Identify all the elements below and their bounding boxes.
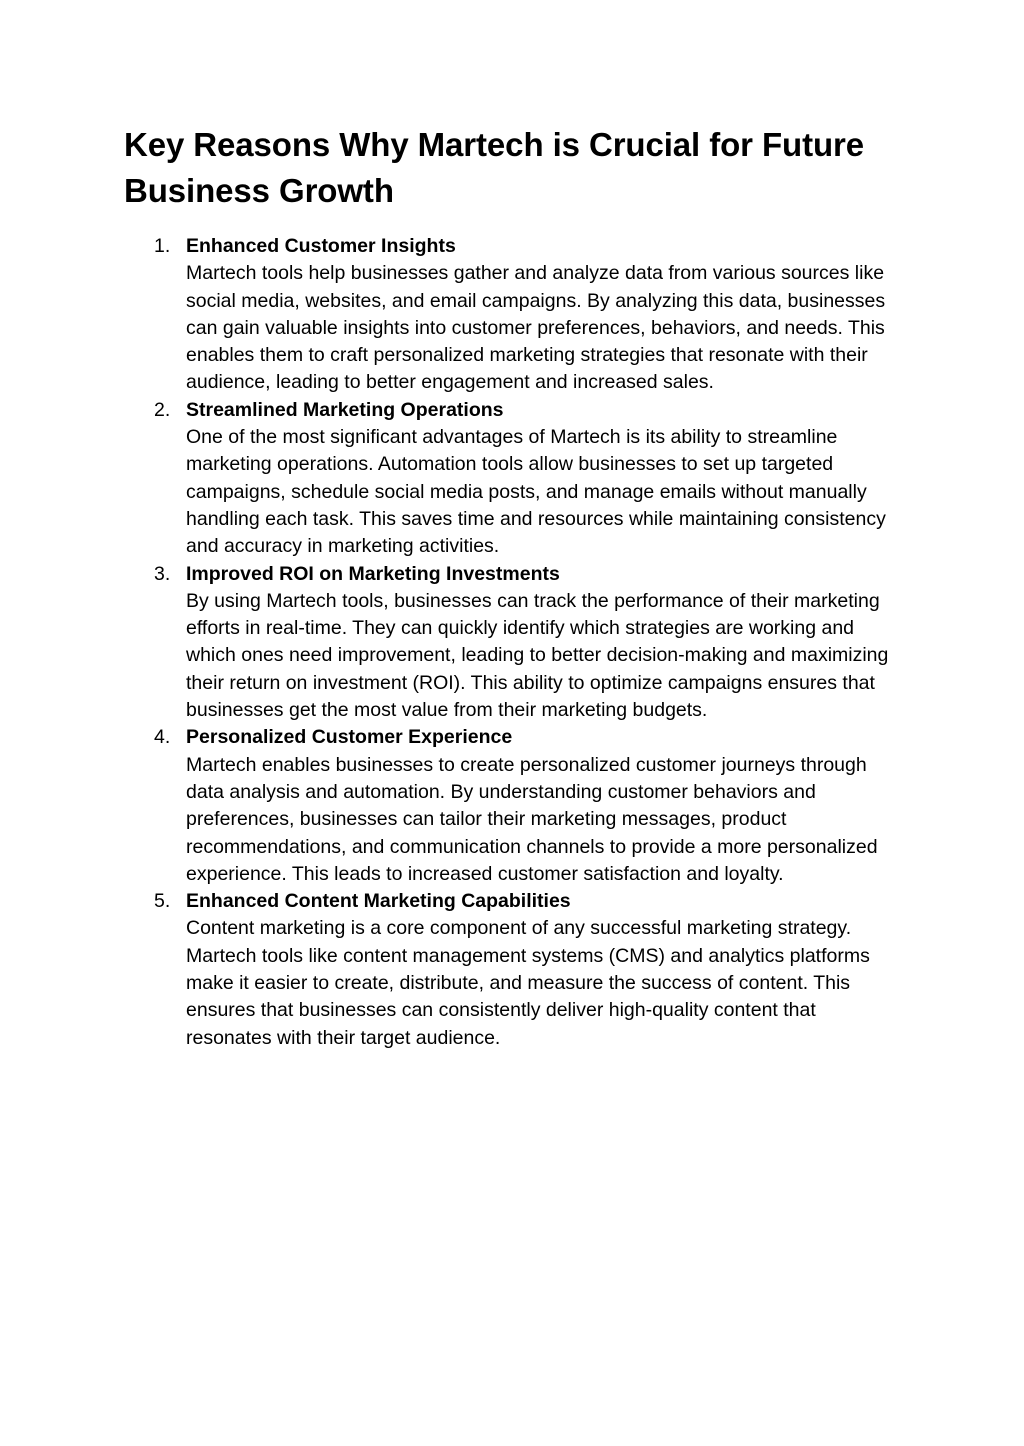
list-item-number: 4.	[154, 726, 171, 749]
list-item-text: Content marketing is a core component of any successful marketing strategy. Martech tools like content management systems (CMS) and analytics platforms make it easier to create, distribute, and measure the success of content. This ensures that businesses can consistently deliver high-quality content that resonates with their target audience.	[186, 917, 870, 1049]
list-item-number: 1.	[154, 235, 171, 257]
list-item-heading: Personalized Customer Experience	[186, 726, 513, 749]
list-item-heading: Enhanced Customer Insights	[186, 235, 456, 257]
list-item-1	[0, 233, 1024, 397]
list-item-number: 5.	[154, 890, 171, 913]
list-item-2	[0, 397, 1024, 561]
list-item-number: 2.	[154, 398, 171, 421]
list-item-body	[186, 888, 906, 1052]
list-item-body	[186, 233, 906, 397]
list-item-heading: Enhanced Content Marketing Capabilities	[186, 890, 571, 913]
list-item-heading: Streamlined Marketing Operations	[186, 398, 504, 421]
list-item-body	[186, 397, 906, 561]
page-title: Key Reasons Why Martech is Crucial for Future Business Growth	[124, 126, 865, 209]
list-item-3	[0, 561, 1024, 725]
list-item-5	[0, 888, 1024, 1052]
list-item-text: Martech tools help businesses gather and analyze data from various sources like social media, websites, and email campaigns. By analyzing this data, businesses can gain valuable insights into customer preferences, behaviors, and needs. This enables them to craft personalized marketing strategies that resonate with their audience, leading to better engagement and increased sales.	[186, 262, 886, 394]
list-item-text: One of the most significant advantages of Martech is its ability to streamline marketing operations. Automation tools allow businesses to set up targeted campaigns, schedule social media posts, and manage emails without manually handling each task. This saves time and resources while maintaining consistency and accuracy in marketing activities.	[186, 426, 886, 558]
list-item-text: Martech enables businesses to create personalized customer journeys through data analysis and automation. By understanding customer behaviors and preferences, businesses can tailor their marketing messages, product recommendations, and communication channels to provide a more personalized experience. This leads to increased customer satisfaction and loyalty.	[186, 753, 878, 885]
list-item-body	[186, 724, 906, 888]
list-item-body	[186, 561, 906, 725]
reasons-list	[0, 233, 1024, 1052]
list-item-number: 3.	[154, 562, 171, 585]
list-item-heading: Improved ROI on Marketing Investments	[186, 562, 560, 585]
list-item-text: By using Martech tools, businesses can track the performance of their marketing efforts in real-time. They can quickly identify which strategies are working and which ones need improvement, leading to better decision-making and maximizing their return on investment (ROI). This ability to optimize campaigns ensures that businesses get the most value from their marketing budgets.	[186, 589, 889, 722]
list-item-4	[0, 724, 1024, 888]
